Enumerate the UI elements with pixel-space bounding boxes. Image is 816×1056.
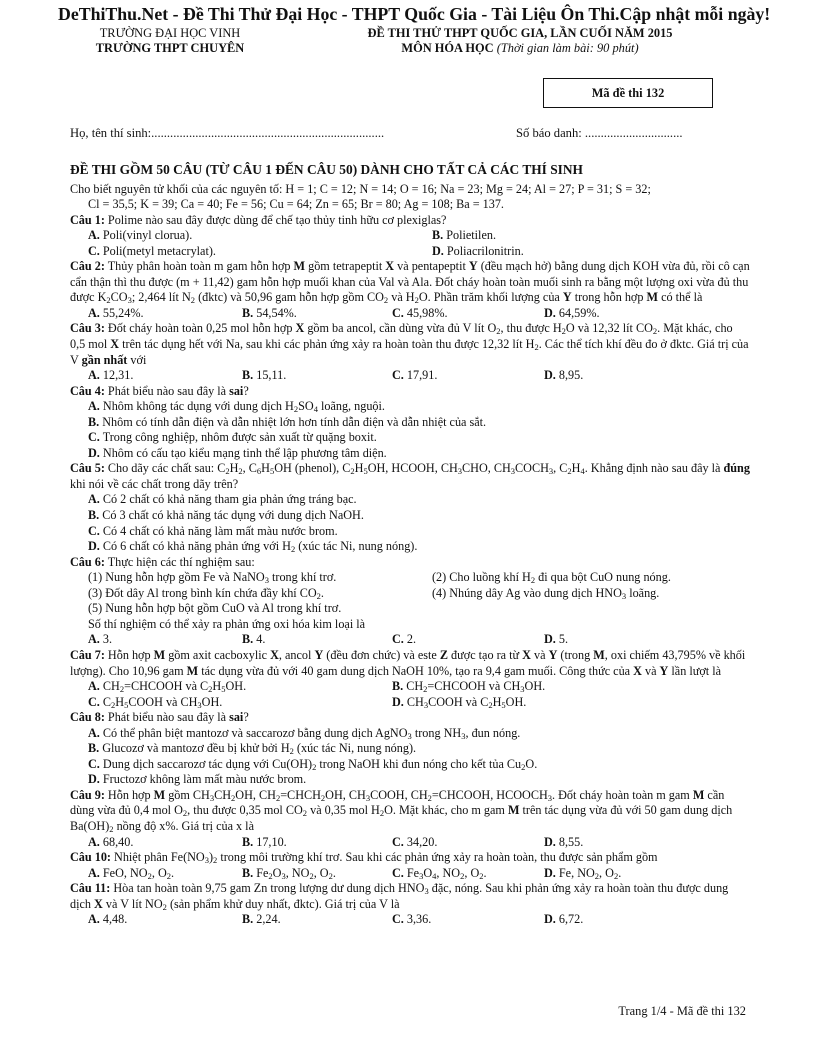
q7-options-row1 — [70, 679, 750, 695]
q7-option-b[interactable]: B. $CH_2=CHCOOH$ và $CH_3OH$. — [392, 679, 546, 695]
q2-option-d[interactable]: D. 64,59%. — [544, 305, 600, 320]
q2-option-a[interactable]: A. 55,24%. — [88, 305, 144, 320]
q9-options — [70, 835, 750, 851]
q2-option-c[interactable]: C. 45,98%. — [392, 305, 448, 320]
exam-body — [70, 162, 750, 928]
question-6: Câu 6: Thực hiện các thí nghiệm sau: — [70, 554, 255, 569]
exam-header — [70, 26, 750, 60]
q6-experiment-1: (1) Nung hỗn hợp gồm Fe và NaNO$_3$ trong khí trơ. — [88, 570, 337, 586]
q3-option-d[interactable]: D. 8,95. — [544, 368, 584, 383]
q6-question: Số thí nghiệm có thể xảy ra phản ứng oxi hóa kim loại là — [88, 616, 366, 631]
q2-option-b[interactable]: B. 54,54%. — [242, 305, 297, 320]
q6-experiments-row1 — [70, 570, 750, 586]
q8-option-a[interactable]: A. Có thể phân biệt mantozơ và saccarozơ bằng dung dịch AgNO$_3$ trong $NH_3$, đun nóng. — [88, 725, 521, 741]
candidate-number-field: Số báo danh: ............................... — [516, 126, 683, 140]
q11-option-a[interactable]: A. 4,48. — [88, 912, 128, 927]
page-footer: Trang 1/4 - Mã đề thi 132 — [618, 1004, 746, 1018]
q5-option-c[interactable]: C. Có 4 chất có khả năng làm mất màu nước brom. — [88, 523, 338, 538]
candidate-name-field: Họ, tên thí sinh:.......................................................................... — [70, 126, 385, 140]
q11-options — [70, 912, 750, 928]
q4-option-c[interactable]: C. Trong công nghiệp, nhôm được sản xuất từ quặng boxit. — [88, 430, 377, 445]
q3-option-a[interactable]: A. 12,31. — [88, 368, 134, 383]
q11-option-b[interactable]: B. 2,24. — [242, 912, 281, 927]
subject: MÔN HÓA HỌC — [401, 41, 494, 55]
question-7: Câu 7: Hỗn hợp M gồm axit cacboxylic X, ancol Y (đều đơn chức) và este Z được tạo ra từ X và Y (trong M, oxi chiếm 43,795% về khối lượng). Cho 10,96 gam M tác dụng vừa đủ với 40 gam dung dịch NaOH 10%, tạo ra 9,4 gam muối. Công thức của X và Y lần lượt là — [70, 647, 746, 678]
question-9: Câu 9: Hỗn hợp M gồm $CH_3CH_2OH$, $CH_2=CHCH_2OH$, $CH_3COOH$, $CH_2=CHCOOH$, $HCOOCH_3$. Đốt cháy hoàn toàn m gam M cần dùng vừa đủ 0,4 mol $O_2$, thu được 0,35 mol $CO_2$ và 0,35 mol $H_2O$. Mặt khác, cho m gam M trên tác dụng vừa đủ với 50 gam dung dịch $Ba(OH)_2$ nồng độ x%. Giá trị của x là — [70, 787, 733, 834]
q1-option-a[interactable]: A. Poli(vinyl clorua). — [88, 228, 193, 243]
q6-options — [70, 632, 750, 648]
q6-option-c[interactable]: C. 2. — [392, 632, 417, 647]
university-name: TRƯỜNG ĐẠI HỌC VINH — [99, 26, 241, 40]
q7-option-c[interactable]: C. $C_2H_5COOH$ và $CH_3OH$. — [88, 694, 223, 710]
q10-option-c[interactable]: C. $Fe_3O_4$, $NO_2$, $O_2$. — [392, 865, 487, 881]
q3-options — [70, 368, 750, 384]
q9-option-c[interactable]: C. 34,20. — [392, 834, 438, 849]
q6-option-a[interactable]: A. 3. — [88, 632, 113, 647]
q9-option-d[interactable]: D. 8,55. — [544, 834, 584, 849]
q1-options-row1 — [70, 228, 750, 244]
q9-option-b[interactable]: B. 17,10. — [242, 834, 287, 849]
q1-option-c[interactable]: C. Poli(metyl metacrylat). — [88, 243, 216, 258]
q4-option-a[interactable]: A. Nhôm không tác dụng với dung dịch $H_2SO_4$ loãng, nguội. — [88, 399, 385, 415]
q10-options — [70, 866, 750, 882]
q6-experiment-2: (2) Cho luồng khí $H_2$ đi qua bột CuO nung nóng. — [432, 570, 671, 586]
question-3: Câu 3: Đốt cháy hoàn toàn 0,25 mol hỗn hợp X gồm ba ancol, cần dùng vừa đủ V lít $O_2$, thu được $H_2O$ và 12,32 lít $CO_2$. Mặt khác, cho 0,5 mol X trên tác dụng hết với Na, sau khi các phản ứng xảy ra hoàn toàn thu được 12,32 lít $H_2$. Các thể tích khí đều đo ở đktc. Giá trị của V gần nhất với — [70, 321, 749, 367]
q1-options-row2 — [70, 244, 750, 260]
q7-options-row2 — [70, 695, 750, 711]
q8-option-d[interactable]: D. Fructozơ không làm mất màu nước brom. — [88, 772, 307, 787]
atomic-masses-line-2: Cl = 35,5; K = 39; Ca = 40; Fe = 56; Cu = 64; Zn = 65; Br = 80; Ag = 108; Ba = 137. — [88, 197, 504, 212]
q7-option-d[interactable]: D. $CH_3COOH$ và $C_2H_5OH$. — [392, 694, 527, 710]
q2-options — [70, 306, 750, 322]
q8-option-b[interactable]: B. Glucozơ và mantozơ đều bị khử bởi $H_2$ (xúc tác Ni, nung nóng). — [88, 741, 417, 757]
q4-option-b[interactable]: B. Nhôm có tính dẫn điện và dẫn nhiệt lớn hơn tính dẫn điện và dẫn nhiệt của sắt. — [88, 414, 487, 429]
q6-experiment-5: (5) Nung hỗn hợp bột gồm CuO và Al trong khí trơ. — [88, 601, 342, 616]
question-5: Câu 5: Cho dãy các chất sau: $C_2H_2$, $C_6H_5OH$ (phenol), $C_2H_5OH$, HCOOH, $CH_3CHO$, $CH_3COCH_3$, $C_2H_4$. Khẳng định nào sau đây là đúng khi nói về các chất trong dãy trên? — [70, 461, 750, 491]
q6-experiment-4: (4) Nhúng dây Ag vào dung dịch $HNO_3$ loãng. — [432, 585, 660, 601]
q5-option-d[interactable]: D. Có 6 chất có khả năng phản ứng với $H_2$ (xúc tác Ni, nung nóng). — [88, 539, 418, 555]
q6-option-d[interactable]: D. 5. — [544, 632, 569, 647]
q7-option-a[interactable]: A. $CH_2=CHCOOH$ và $C_2H_5OH$. — [88, 679, 247, 695]
q1-option-b[interactable]: B. Polietilen. — [432, 228, 496, 243]
question-1: Câu 1: Polime nào sau đây được dùng để chế tạo thủy tinh hữu cơ plexiglas? — [70, 212, 447, 227]
q6-option-b[interactable]: B. 4. — [242, 632, 266, 647]
question-11: Câu 11: Hòa tan hoàn toàn 9,75 gam Zn trong lượng dư dung dịch $HNO_3$ đặc, nóng. Sau khi phản ứng xảy ra hoàn toàn thu được dung dịch X và V lít $NO_2$ (sản phẩm khử duy nhất, đktc). Giá trị của V là — [70, 881, 729, 912]
question-4: Câu 4: Phát biểu nào sau đây là sai? — [70, 383, 249, 398]
duration: (Thời gian làm bài: 90 phút) — [496, 41, 639, 55]
question-2: Câu 2: Thủy phân hoàn toàn m gam hỗn hợp M gồm tetrapeptit X và pentapeptit Y (đều mạch hở) bằng dung dịch KOH vừa đủ, rồi cô cạn cẩn thận thì thu được (m + 11,42) gam hỗn hợp muối khan của Val và Ala. Đốt cháy hoàn toàn muối sinh ra bằng một lượng oxi vừa đủ thu được $K_2CO_3$; 2,464 lít $N_2$ (đktc) và 50,96 gam hỗn hợp gồm $CO_2$ và $H_2O$. Phần trăm khối lượng của Y trong hỗn hợp M có thể là — [70, 259, 750, 306]
exam-code-box: Mã đề thi 132 — [543, 78, 713, 108]
q11-option-d[interactable]: D. 6,72. — [544, 912, 584, 927]
candidate-info — [70, 126, 750, 141]
subject-line — [290, 41, 750, 56]
q3-option-b[interactable]: B. 15,11. — [242, 368, 287, 383]
school-name: TRƯỜNG THPT CHUYÊN — [95, 41, 245, 55]
q6-experiment-3: (3) Đốt dây Al trong bình kín chứa đầy khí $CO_2$. — [88, 585, 324, 601]
q3-option-c[interactable]: C. 17,91. — [392, 368, 438, 383]
q8-option-c[interactable]: C. Dung dịch saccarozơ tác dụng với $Cu(OH)_2$ trong NaOH khi đun nóng cho kết tủa $Cu_2O$. — [88, 756, 538, 772]
section-title: ĐỀ THI GỒM 50 CÂU (TỪ CÂU 1 ĐẾN CÂU 50) DÀNH CHO TẤT CẢ CÁC THÍ SINH — [70, 162, 583, 177]
q5-option-b[interactable]: B. Có 3 chất có khả năng tác dụng với dung dịch NaOH. — [88, 508, 364, 523]
question-8: Câu 8: Phát biểu nào sau đây là sai? — [70, 710, 249, 725]
exam-title: ĐỀ THI THỬ THPT QUỐC GIA, LẦN CUỐI NĂM 2015 — [367, 26, 673, 40]
q11-option-c[interactable]: C. 3,36. — [392, 912, 432, 927]
q6-experiments-row2 — [70, 586, 750, 602]
q9-option-a[interactable]: A. 68,40. — [88, 834, 134, 849]
site-banner: DeThiThu.Net - Đề Thi Thử Đại Học - THPT Quốc Gia - Tài Liệu Ôn Thi.Cập nhật mỗi ngày! — [58, 4, 771, 24]
question-10: Câu 10: Nhiệt phân $Fe(NO_3)_2$ trong môi trường khí trơ. Sau khi các phản ứng xảy ra hoàn toàn, thu được sản phẩm gồm — [70, 850, 658, 866]
q10-option-d[interactable]: D. Fe, $NO_2$, $O_2$. — [544, 865, 622, 881]
q1-option-d[interactable]: D. Poliacrilonitrin. — [432, 243, 524, 258]
q5-option-a[interactable]: A. Có 2 chất có khả năng tham gia phản ứng tráng bạc. — [88, 492, 357, 507]
q10-option-a[interactable]: A. FeO, $NO_2$, $O_2$. — [88, 865, 175, 881]
q4-option-d[interactable]: D. Nhôm có cấu tạo kiểu mạng tinh thể lập phương tâm diện. — [88, 445, 387, 460]
q10-option-b[interactable]: B. $Fe_2O_3$, $NO_2$, $O_2$. — [242, 865, 336, 881]
atomic-masses-line-1: Cho biết nguyên tử khối của các nguyên tố: H = 1; C = 12; N = 14; O = 16; Na = 23; Mg = 24; Al = 27; P = 31; S = 32; — [70, 181, 651, 196]
